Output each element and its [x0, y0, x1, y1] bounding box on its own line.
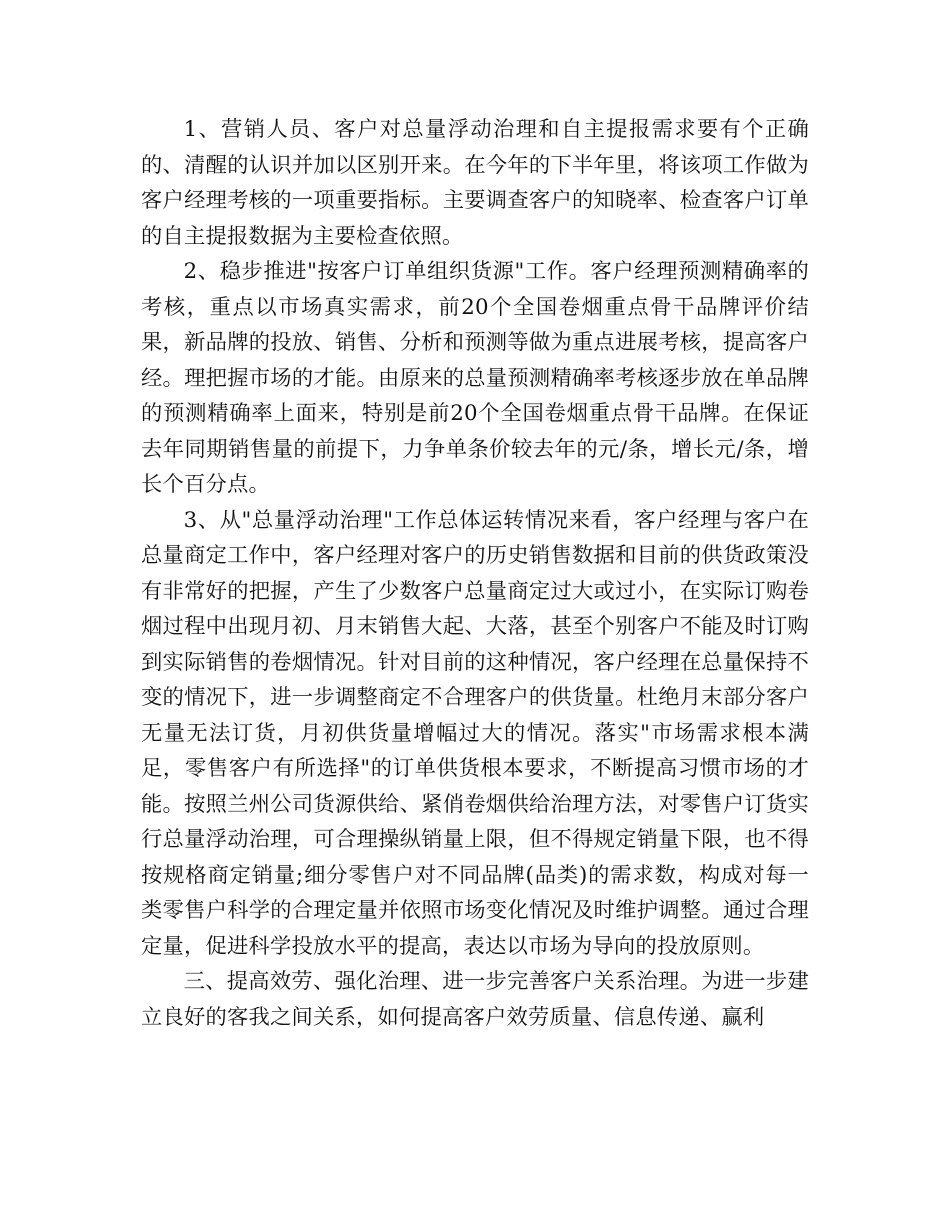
paragraph-3: 3、从"总量浮动治理"工作总体运转情况来看，客户经理与客户在总量商定工作中，客户经理对客户的历史销售数据和目前的供货政策没有非常好的把握，产生了少数客户总量商定过大或过小，在实际订购卷烟过程中出现月初、月末销售大起、大落，甚至个别客户不能及时订购到实际销售的卷烟情况。针对目前的这种情况，客户经理在总量保持不变的情况下，进一步调整商定不合理客户的供货量。杜绝月末部分客户无量无法订货，月初供货量增幅过大的情况。落实"市场需求根本满足，零售客户有所选择"的订单供货根本要求，不断提高习惯市场的才能。按照兰州公司货源供给、紧俏卷烟供给治理方法，对零售户订货实行总量浮动治理，可合理操纵销量上限，但不得规定销量下限，也不得按规格商定销量;细分零售户对不同品牌(品类)的需求数，构成对每一类零售户科学的合理定量并依照市场变化情况及时维护调整。通过合理定量，促进科学投放水平的提高，表达以市场为导向的投放原则。 [141, 507, 809, 959]
paragraph-1: 1、营销人员、客户对总量浮动治理和自主提报需求要有个正确的、清醒的认识并加以区别开来。在今年的下半年里，将该项工作做为客户经理考核的一项重要指标。主要调查客户的知晓率、检查客户订单的自主提报数据为主要检查依照。 [141, 117, 809, 249]
document-body [141, 112, 809, 1035]
paragraph-4: 三、提高效劳、强化治理、进一步完善客户关系治理。为进一步建立良好的客我之间关系，如何提高客户效劳质量、信息传递、赢利 [141, 969, 809, 1030]
paragraph-2: 2、稳步推进"按客户订单组织货源"工作。客户经理预测精确率的考核，重点以市场真实需求，前20个全国卷烟重点骨干品牌评价结果，新品牌的投放、销售、分析和预测等做为重点进展考核，提高客户经。理把握市场的才能。由原来的总量预测精确率考核逐步放在单品牌的预测精确率上面来，特别是前20个全国卷烟重点骨干品牌。在保证去年同期销售量的前提下，力争单条价较去年的元/条，增长元/条，增长个百分点。 [141, 259, 809, 497]
